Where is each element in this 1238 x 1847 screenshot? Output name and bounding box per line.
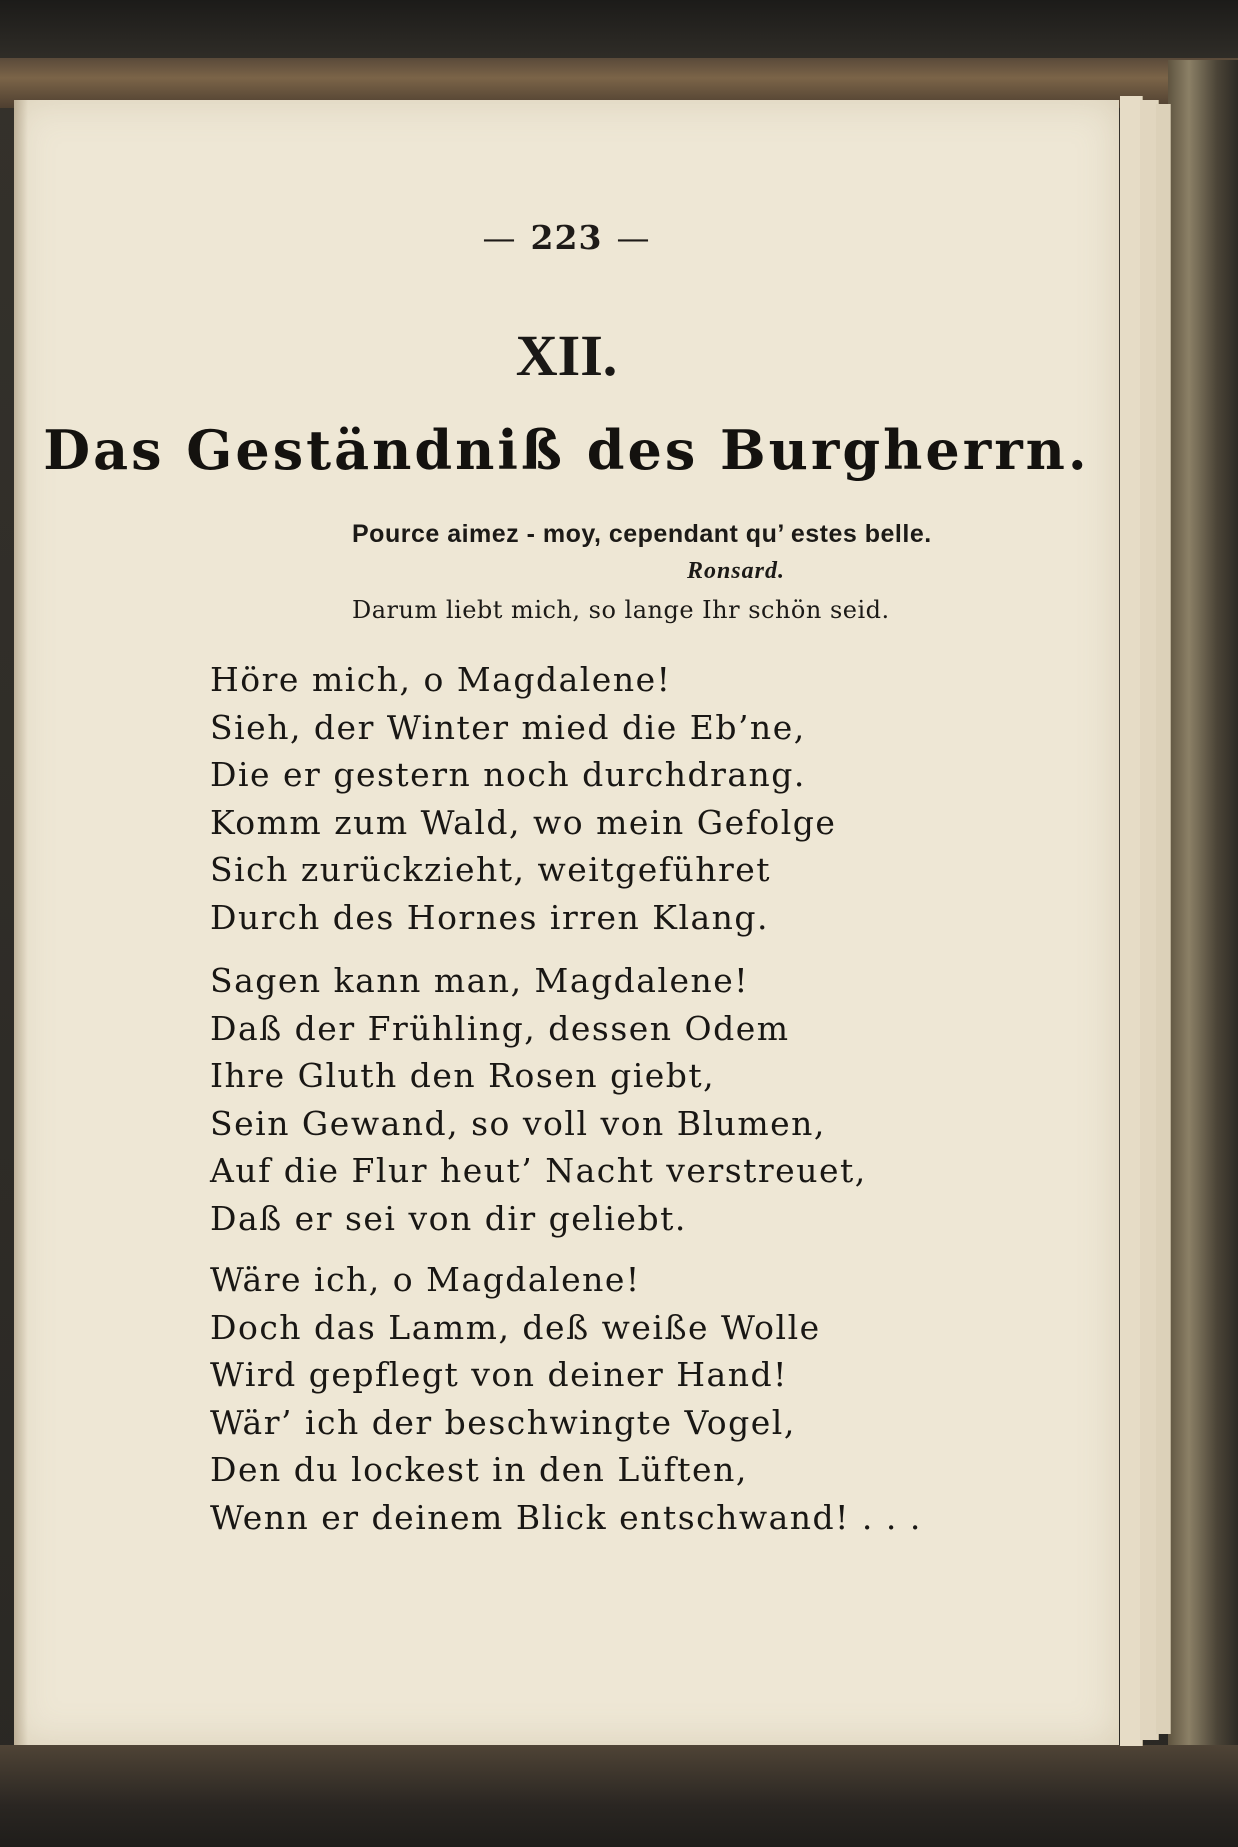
- verse-line: Wird gepflegt von deiner Hand!: [210, 1355, 788, 1394]
- verse-line: Sieh, der Winter mied die Eb’ne,: [210, 707, 806, 747]
- verse-line: Sich zurückzieht, weitgeführet: [210, 850, 772, 889]
- verse-line: Doch das Lamm, deß weiße Wolle: [210, 1307, 821, 1347]
- epigraph-translation: Darum liebt mich, so lange Ihr schön seid.: [352, 596, 890, 624]
- verse-line: Sagen kann man, Magdalene!: [210, 961, 750, 1000]
- book-binding-bottom: [0, 1745, 1238, 1847]
- verse-line: Ihre Gluth den Rosen giebt,: [210, 1056, 716, 1095]
- verse-line: Daß er sei von dir geliebt.: [210, 1198, 687, 1238]
- verse-line: Durch des Hornes irren Klang.: [210, 897, 770, 937]
- chapter-number: XII.: [515, 323, 618, 388]
- stanza-3: [210, 1256, 922, 1541]
- verse-line: Sein Gewand, so voll von Blumen,: [210, 1103, 826, 1143]
- verse-line: Höre mich, o Magdalene!: [210, 660, 672, 699]
- book-page: [14, 100, 1119, 1745]
- page-number-value: 223: [530, 218, 603, 257]
- stanza-2: [210, 957, 867, 1242]
- verse-line: Auf die Flur heut’ Nacht verstreuet,: [210, 1151, 867, 1190]
- stanza-1: [210, 656, 836, 941]
- verse-line: Den du lockest in den Lüften,: [210, 1450, 748, 1489]
- book-binding-right: [1168, 60, 1238, 1760]
- verse-line: Wär’ ich der beschwingte Vogel,: [210, 1402, 796, 1442]
- verse-line: Komm zum Wald, wo mein Gefolge: [210, 802, 837, 842]
- verse-line: Die er gestern noch durchdrang.: [210, 755, 806, 794]
- poem-title: Das Geständniß des Burgherrn.: [43, 418, 1090, 482]
- verse-line: Wenn er deinem Blick entschwand! . . .: [210, 1497, 922, 1537]
- page-edge: [1156, 104, 1171, 1734]
- epigraph-author: Ronsard.: [686, 558, 785, 584]
- verse-line: Daß der Frühling, dessen Odem: [210, 1008, 790, 1048]
- epigraph-quote: Pource aimez - moy, cependant qu’ estes belle.: [352, 520, 932, 548]
- verse-line: Wäre ich, o Magdalene!: [210, 1260, 641, 1299]
- page-number: — 223 —: [482, 218, 651, 257]
